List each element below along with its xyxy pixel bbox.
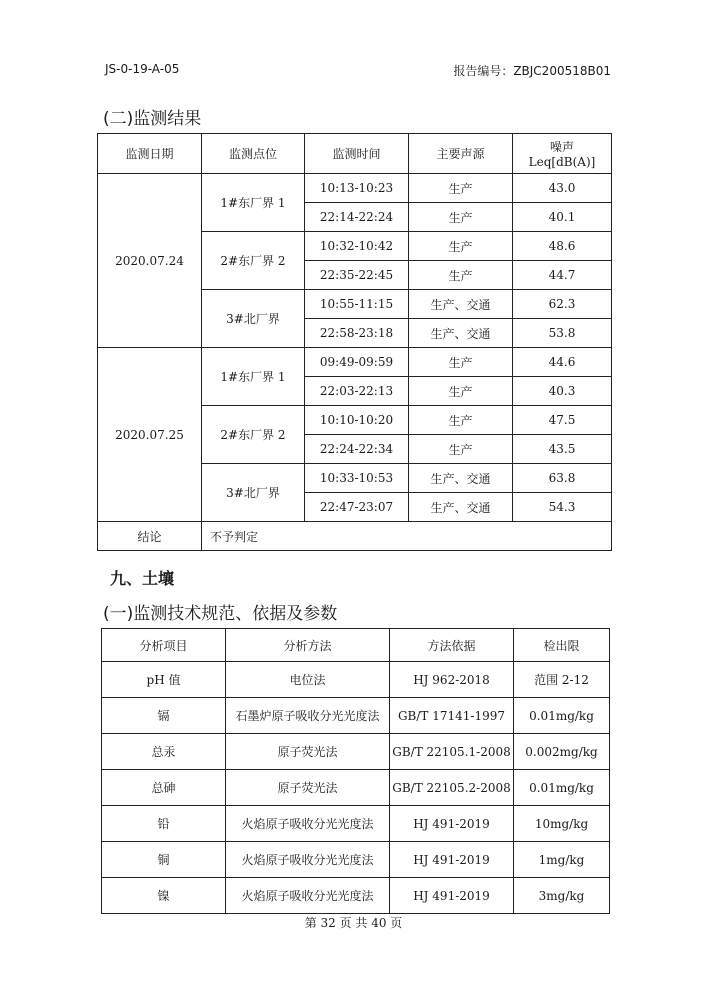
conclusion-row (98, 522, 612, 551)
limit-cell: 0.01mg/kg (514, 770, 610, 806)
source-cell: 生产 (409, 232, 513, 261)
table-row (98, 348, 612, 377)
item-cell: 铅 (102, 806, 226, 842)
source-cell: 生产 (409, 435, 513, 464)
table-row (102, 698, 610, 734)
value-cell: 43.5 (513, 435, 612, 464)
page-footer: 第 32 页 共 40 页 (304, 916, 403, 930)
soil-methods-table (101, 628, 610, 914)
basis-cell: GB/T 22105.1-2008 (390, 734, 514, 770)
basis-cell: HJ 491-2019 (390, 806, 514, 842)
item-cell: 总砷 (102, 770, 226, 806)
method-cell: 原子荧光法 (226, 734, 390, 770)
table-header-row (98, 134, 612, 174)
header-noise-label: 噪声 (549, 140, 574, 154)
table-row (102, 806, 610, 842)
source-cell: 生产 (409, 406, 513, 435)
source-cell: 生产、交通 (409, 464, 513, 493)
source-cell: 生产、交通 (409, 290, 513, 319)
conclusion-label: 结论 (98, 522, 202, 551)
header-cell: 分析项目 (102, 629, 226, 662)
basis-cell: HJ 491-2019 (390, 842, 514, 878)
point-cell: 1#东厂界 1 (202, 174, 305, 232)
item-cell: pH 值 (102, 662, 226, 698)
limit-cell: 1mg/kg (514, 842, 610, 878)
time-cell: 22:47-23:07 (305, 493, 409, 522)
method-cell: 电位法 (226, 662, 390, 698)
time-cell: 22:03-22:13 (305, 377, 409, 406)
value-cell: 40.1 (513, 203, 612, 232)
table-row (102, 734, 610, 770)
header-cell: 主要声源 (409, 134, 513, 174)
basis-cell: HJ 962-2018 (390, 662, 514, 698)
table-row (102, 662, 610, 698)
source-cell: 生产 (409, 174, 513, 203)
table-row (102, 770, 610, 806)
time-cell: 10:33-10:53 (305, 464, 409, 493)
point-cell: 2#东厂界 2 (202, 232, 305, 290)
section-soil-methods-title: (一)监测技术规范、依据及参数 (103, 604, 338, 624)
value-cell: 54.3 (513, 493, 612, 522)
time-cell: 22:24-22:34 (305, 435, 409, 464)
source-cell: 生产 (409, 377, 513, 406)
header-cell-noise (513, 134, 612, 174)
header-cell: 分析方法 (226, 629, 390, 662)
conclusion-value: 不予判定 (202, 522, 612, 551)
item-cell: 铜 (102, 842, 226, 878)
limit-cell: 3mg/kg (514, 878, 610, 914)
date-cell: 2020.07.24 (98, 174, 202, 348)
date-cell: 2020.07.25 (98, 348, 202, 522)
table-header-row (102, 629, 610, 662)
header-cell: 检出限 (514, 629, 610, 662)
time-cell: 09:49-09:59 (305, 348, 409, 377)
source-cell: 生产、交通 (409, 319, 513, 348)
source-cell: 生产 (409, 203, 513, 232)
basis-cell: GB/T 17141-1997 (390, 698, 514, 734)
point-cell: 3#北厂界 (202, 464, 305, 522)
table-row (102, 878, 610, 914)
noise-results-table (97, 133, 612, 551)
time-cell: 10:55-11:15 (305, 290, 409, 319)
method-cell: 火焰原子吸收分光光度法 (226, 878, 390, 914)
header-cell: 监测日期 (98, 134, 202, 174)
report-number: 报告编号：ZBJC200518B01 (453, 64, 611, 78)
time-cell: 22:58-23:18 (305, 319, 409, 348)
section-noise-results-title: (二)监测结果 (103, 109, 202, 129)
point-cell: 1#东厂界 1 (202, 348, 305, 406)
method-cell: 火焰原子吸收分光光度法 (226, 806, 390, 842)
method-cell: 石墨炉原子吸收分光光度法 (226, 698, 390, 734)
item-cell: 镉 (102, 698, 226, 734)
header-noise-unit: Leq[dB(A)] (528, 155, 596, 169)
source-cell: 生产 (409, 261, 513, 290)
table-row (102, 842, 610, 878)
value-cell: 48.6 (513, 232, 612, 261)
point-cell: 3#北厂界 (202, 290, 305, 348)
value-cell: 63.8 (513, 464, 612, 493)
header-cell: 监测时间 (305, 134, 409, 174)
method-cell: 原子荧光法 (226, 770, 390, 806)
value-cell: 44.7 (513, 261, 612, 290)
table-row (98, 174, 612, 203)
basis-cell: GB/T 22105.2-2008 (390, 770, 514, 806)
value-cell: 53.8 (513, 319, 612, 348)
section-soil-title: 九、土壤 (110, 569, 175, 588)
value-cell: 40.3 (513, 377, 612, 406)
limit-cell: 10mg/kg (514, 806, 610, 842)
header-cell: 方法依据 (390, 629, 514, 662)
time-cell: 22:14-22:24 (305, 203, 409, 232)
value-cell: 44.6 (513, 348, 612, 377)
basis-cell: HJ 491-2019 (390, 878, 514, 914)
item-cell: 镍 (102, 878, 226, 914)
header-cell: 监测点位 (202, 134, 305, 174)
source-cell: 生产、交通 (409, 493, 513, 522)
value-cell: 47.5 (513, 406, 612, 435)
method-cell: 火焰原子吸收分光光度法 (226, 842, 390, 878)
time-cell: 10:10-10:20 (305, 406, 409, 435)
item-cell: 总汞 (102, 734, 226, 770)
limit-cell: 范围 2-12 (514, 662, 610, 698)
document-code: JS-0-19-A-05 (105, 62, 180, 76)
time-cell: 22:35-22:45 (305, 261, 409, 290)
source-cell: 生产 (409, 348, 513, 377)
value-cell: 43.0 (513, 174, 612, 203)
value-cell: 62.3 (513, 290, 612, 319)
time-cell: 10:13-10:23 (305, 174, 409, 203)
time-cell: 10:32-10:42 (305, 232, 409, 261)
limit-cell: 0.01mg/kg (514, 698, 610, 734)
point-cell: 2#东厂界 2 (202, 406, 305, 464)
limit-cell: 0.002mg/kg (514, 734, 610, 770)
